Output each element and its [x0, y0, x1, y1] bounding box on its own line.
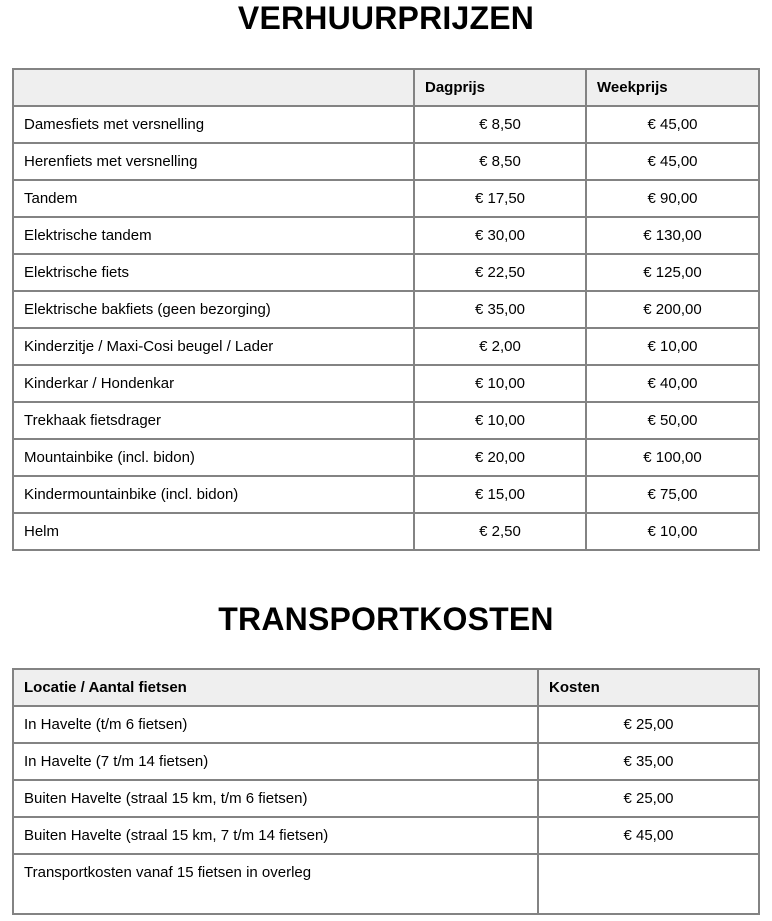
week-price-cell: € 75,00: [586, 476, 759, 513]
table-row: [13, 143, 759, 180]
table-row: [13, 106, 759, 143]
location-cell: Buiten Havelte (straal 15 km, 7 t/m 14 fietsen): [13, 817, 538, 854]
table-row: [13, 743, 759, 780]
item-cell: Kindermountainbike (incl. bidon): [13, 476, 414, 513]
item-cell: Damesfiets met versnelling: [13, 106, 414, 143]
week-price-cell: € 10,00: [586, 513, 759, 550]
cost-cell: € 25,00: [538, 780, 759, 817]
week-price-cell: € 45,00: [586, 143, 759, 180]
rental-prices-table: [12, 68, 760, 551]
table-row: [13, 180, 759, 217]
table-row: [13, 817, 759, 854]
item-cell: Trekhaak fietsdrager: [13, 402, 414, 439]
day-price-column-header: Dagprijs: [414, 69, 586, 106]
day-price-cell: € 15,00: [414, 476, 586, 513]
table-row: [13, 439, 759, 476]
transport-costs-table: [12, 668, 760, 915]
table-row: [13, 854, 759, 914]
week-price-cell: € 50,00: [586, 402, 759, 439]
cost-column-header: Kosten: [538, 669, 759, 706]
item-cell: Kinderzitje / Maxi-Cosi beugel / Lader: [13, 328, 414, 365]
table-row: [13, 402, 759, 439]
week-price-cell: € 125,00: [586, 254, 759, 291]
week-price-cell: € 90,00: [586, 180, 759, 217]
item-cell: Elektrische fiets: [13, 254, 414, 291]
table-row: [13, 513, 759, 550]
item-cell: Mountainbike (incl. bidon): [13, 439, 414, 476]
location-cell: In Havelte (t/m 6 fietsen): [13, 706, 538, 743]
location-cell: Buiten Havelte (straal 15 km, t/m 6 fietsen): [13, 780, 538, 817]
location-cell: In Havelte (7 t/m 14 fietsen): [13, 743, 538, 780]
item-column-header: [13, 69, 414, 106]
week-price-cell: € 200,00: [586, 291, 759, 328]
week-price-cell: € 40,00: [586, 365, 759, 402]
day-price-cell: € 2,50: [414, 513, 586, 550]
location-column-header: Locatie / Aantal fietsen: [13, 669, 538, 706]
cost-cell: € 45,00: [538, 817, 759, 854]
table-row: [13, 291, 759, 328]
item-cell: Elektrische bakfiets (geen bezorging): [13, 291, 414, 328]
week-price-cell: € 45,00: [586, 106, 759, 143]
cost-cell: [538, 854, 759, 914]
table-row: [13, 365, 759, 402]
item-cell: Tandem: [13, 180, 414, 217]
table-header-row: [13, 69, 759, 106]
week-price-cell: € 10,00: [586, 328, 759, 365]
table-header-row: [13, 669, 759, 706]
cost-cell: € 35,00: [538, 743, 759, 780]
item-cell: Herenfiets met versnelling: [13, 143, 414, 180]
table-row: [13, 706, 759, 743]
location-cell: Transportkosten vanaf 15 fietsen in overleg: [13, 854, 538, 914]
day-price-cell: € 2,00: [414, 328, 586, 365]
day-price-cell: € 22,50: [414, 254, 586, 291]
week-price-cell: € 130,00: [586, 217, 759, 254]
day-price-cell: € 8,50: [414, 106, 586, 143]
day-price-cell: € 35,00: [414, 291, 586, 328]
table-row: [13, 780, 759, 817]
day-price-cell: € 20,00: [414, 439, 586, 476]
day-price-cell: € 10,00: [414, 402, 586, 439]
cost-cell: € 25,00: [538, 706, 759, 743]
rental-prices-title: VERHUURPRIJZEN: [237, 0, 535, 36]
item-cell: Helm: [13, 513, 414, 550]
week-price-cell: € 100,00: [586, 439, 759, 476]
table-row: [13, 328, 759, 365]
transport-costs-title: TRANSPORTKOSTEN: [218, 601, 554, 637]
day-price-cell: € 8,50: [414, 143, 586, 180]
table-row: [13, 254, 759, 291]
day-price-cell: € 17,50: [414, 180, 586, 217]
week-price-column-header: Weekprijs: [586, 69, 759, 106]
table-row: [13, 217, 759, 254]
item-cell: Kinderkar / Hondenkar: [13, 365, 414, 402]
table-row: [13, 476, 759, 513]
day-price-cell: € 30,00: [414, 217, 586, 254]
day-price-cell: € 10,00: [414, 365, 586, 402]
item-cell: Elektrische tandem: [13, 217, 414, 254]
